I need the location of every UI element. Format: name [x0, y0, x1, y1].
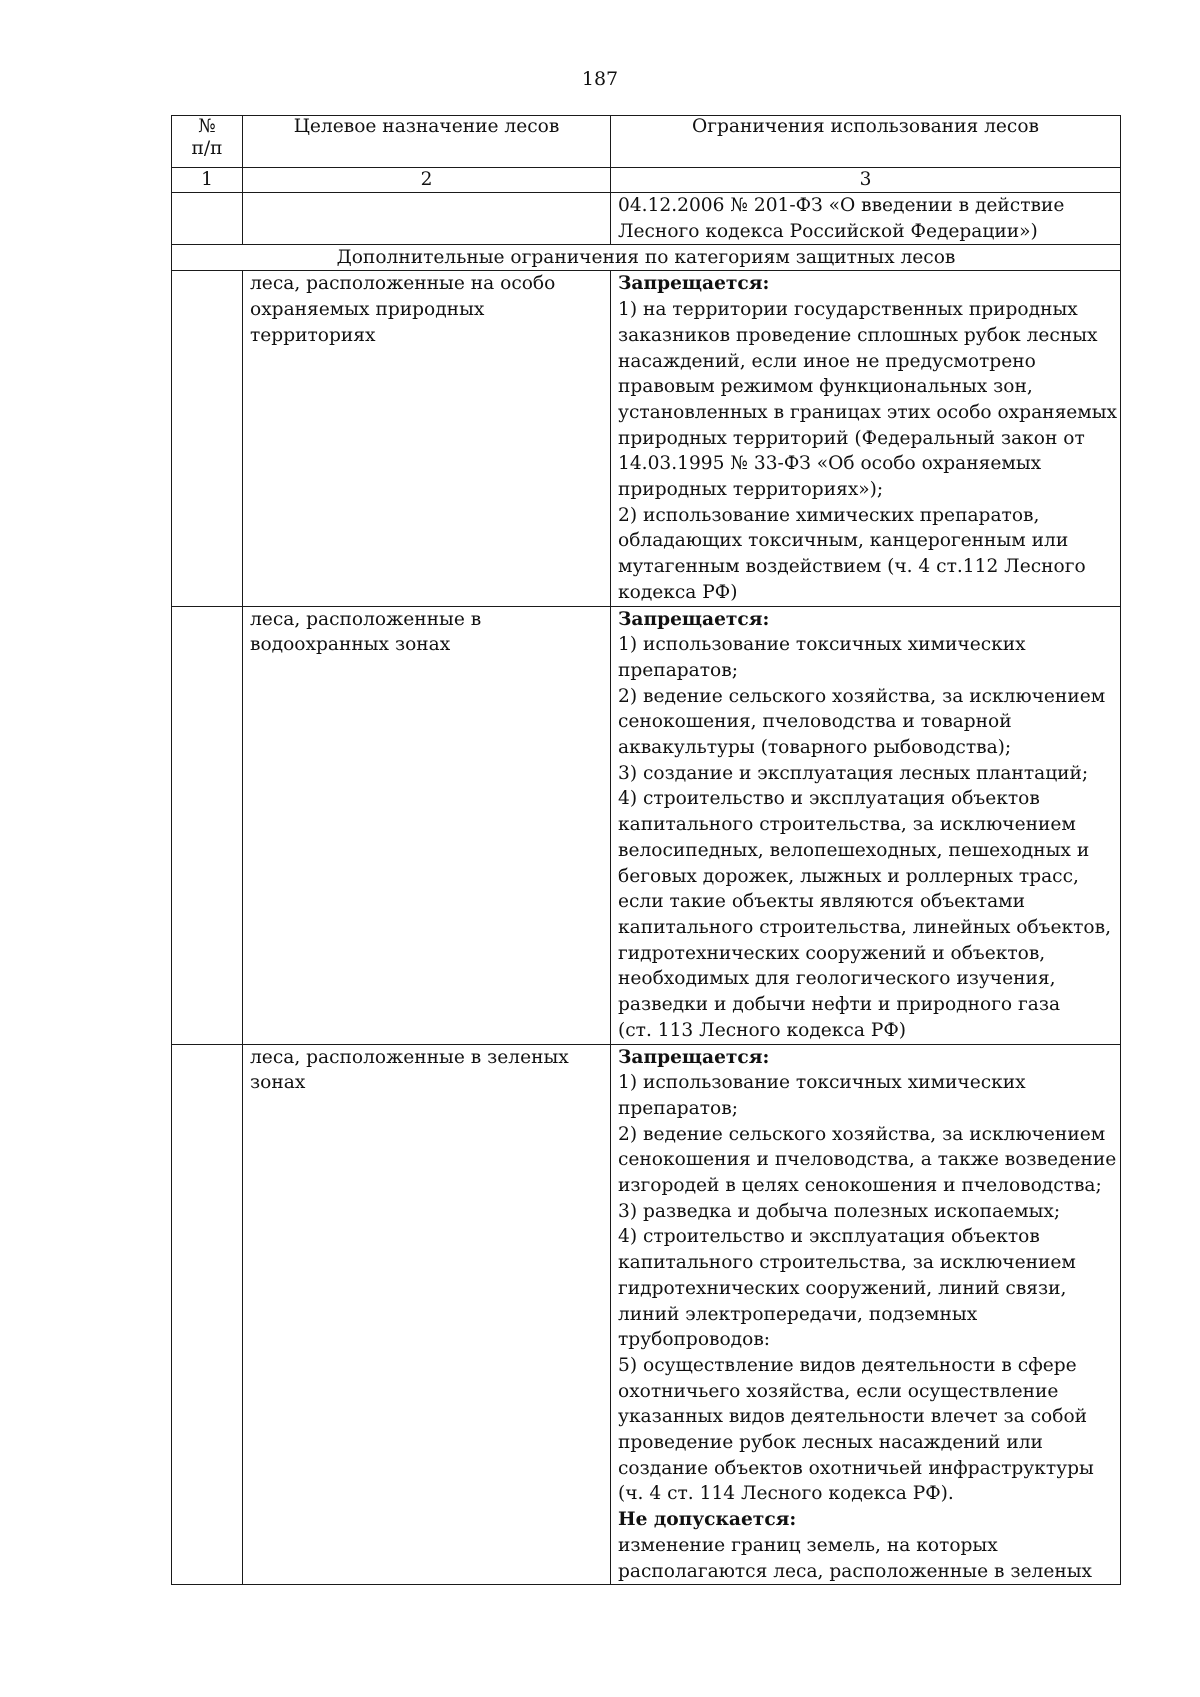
restriction-line: разведки и добычи нефти и природного газа	[618, 994, 1061, 1016]
restriction-line: 3) разведка и добыча полезных ископаемых;	[618, 1200, 1061, 1222]
purpose-line: леса, расположенные на особо	[250, 273, 556, 295]
restriction-line: препаратов;	[618, 1097, 738, 1119]
restriction-heading: Запрещается:	[618, 608, 770, 630]
restriction-line: природных территориях»);	[618, 479, 884, 501]
restriction-line: мутагенным воздействием (ч. 4 ст.112 Лесного	[618, 556, 1086, 578]
section-row	[172, 245, 1121, 271]
restriction-line: 1) использование токсичных химических	[618, 1072, 1026, 1094]
restriction-line: капитального строительства, за исключением	[618, 1252, 1076, 1274]
row-number-cell	[172, 1044, 243, 1585]
table-cell	[243, 193, 611, 245]
restriction-line: 1) на территории государственных природных	[618, 299, 1078, 321]
page-number: 187	[581, 68, 619, 90]
table-header-row	[172, 116, 1121, 168]
purpose-cell	[243, 271, 611, 606]
restriction-line: создание объектов охотничьей инфраструктуры	[618, 1457, 1094, 1479]
section-title: Дополнительные ограничения по категориям защитных лесов	[172, 245, 1121, 271]
restriction-line: указанных видов деятельности влечет за собой	[618, 1406, 1088, 1428]
restriction-line: правовым режимом функциональных зон,	[618, 376, 1033, 398]
purpose-cell	[243, 606, 611, 1044]
restriction-line: гидротехнических сооружений, линий связи,	[618, 1277, 1067, 1299]
restriction-line: сенокошения и пчеловодства, а также возведение	[618, 1149, 1117, 1171]
restriction-heading: Запрещается:	[618, 1046, 770, 1068]
purpose-line: охраняемых природных	[250, 299, 485, 321]
purpose-line: водоохранных зонах	[250, 634, 451, 656]
restriction-line: гидротехнических сооружений и объектов,	[618, 942, 1046, 964]
restriction-line: необходимых для геологического изучения,	[618, 968, 1056, 990]
restriction-line: охотничьего хозяйства, если осуществление	[618, 1380, 1059, 1402]
restriction-cell	[611, 271, 1121, 606]
restriction-line: 14.03.1995 № 33-ФЗ «Об особо охраняемых	[618, 453, 1042, 475]
restriction-line: препаратов;	[618, 659, 738, 681]
restriction-line: (ст. 113 Лесного кодекса РФ)	[618, 1019, 907, 1041]
restriction-line: установленных в границах этих особо охраняемых	[618, 401, 1118, 423]
header-number-abbrev: п/п	[191, 138, 223, 159]
restriction-heading: Не допускается:	[618, 1509, 797, 1531]
restriction-cell	[611, 1044, 1121, 1585]
continuation-cell	[611, 193, 1121, 245]
restriction-line: 1) использование токсичных химических	[618, 634, 1026, 656]
table-cell	[172, 193, 243, 245]
restriction-heading: Запрещается:	[618, 273, 770, 295]
restriction-line: 2) использование химических препаратов,	[618, 504, 1040, 526]
restriction-line: сенокошения, пчеловодства и товарной	[618, 711, 1012, 733]
restriction-cell	[611, 606, 1121, 1044]
header-restrictions: Ограничения использования лесов	[611, 116, 1121, 168]
continuation-row	[172, 193, 1121, 245]
restriction-line: 4) строительство и эксплуатация объектов	[618, 1226, 1040, 1248]
restriction-line: капитального строительства, линейных объектов,	[618, 916, 1112, 938]
header-number-sign: №	[198, 116, 216, 137]
restriction-line: если такие объекты являются объектами	[618, 891, 1026, 913]
table-row	[172, 1044, 1121, 1585]
restriction-line: линий электропередачи, подземных	[618, 1303, 978, 1325]
row-number-cell	[172, 606, 243, 1044]
restriction-line: заказников проведение сплошных рубок лесных	[618, 324, 1098, 346]
restriction-line: обладающих токсичным, канцерогенным или	[618, 530, 1069, 552]
column-number: 1	[172, 168, 243, 193]
restriction-line: 2) ведение сельского хозяйства, за исключением	[618, 685, 1106, 707]
restriction-line: трубопроводов:	[618, 1329, 771, 1351]
restriction-line: (ч. 4 ст. 114 Лесного кодекса РФ).	[618, 1483, 954, 1505]
restriction-line: изменение границ земель, на которых	[618, 1534, 998, 1556]
purpose-line: территориях	[250, 324, 376, 346]
restriction-line: 5) осуществление видов деятельности в сфере	[618, 1354, 1077, 1376]
restriction-line: насаждений, если иное не предусмотрено	[618, 350, 1036, 372]
text-line: Лесного кодекса Российской Федерации»)	[618, 220, 1038, 242]
restrictions-table	[171, 115, 1121, 1585]
column-numbers-row	[172, 168, 1121, 193]
restriction-line: проведение рубок лесных насаждений или	[618, 1432, 1043, 1454]
text-line: 04.12.2006 № 201-ФЗ «О введении в действие	[618, 195, 1065, 216]
purpose-line: зонах	[250, 1072, 306, 1094]
purpose-cell	[243, 1044, 611, 1585]
table-row	[172, 271, 1121, 606]
restriction-line: 2) ведение сельского хозяйства, за исключением	[618, 1123, 1106, 1145]
restriction-line: 4) строительство и эксплуатация объектов	[618, 788, 1040, 810]
header-number	[172, 116, 243, 168]
restriction-line: аквакультуры (товарного рыбоводства);	[618, 737, 1012, 759]
purpose-line: леса, расположенные в зеленых	[250, 1046, 569, 1068]
restriction-line: капитального строительства, за исключением	[618, 814, 1076, 836]
row-number-cell	[172, 271, 243, 606]
restriction-line: располагаются леса, расположенные в зеленых	[618, 1560, 1092, 1582]
column-number: 3	[611, 168, 1121, 193]
column-number: 2	[243, 168, 611, 193]
header-purpose: Целевое назначение лесов	[243, 116, 611, 168]
table-row	[172, 606, 1121, 1044]
restriction-line: кодекса РФ)	[618, 581, 738, 603]
restriction-line: беговых дорожек, лыжных и роллерных трасс,	[618, 865, 1079, 887]
restriction-line: природных территорий (Федеральный закон от	[618, 427, 1085, 449]
restriction-line: велосипедных, велопешеходных, пешеходных и	[618, 839, 1090, 861]
restriction-line: 3) создание и эксплуатация лесных плантаций;	[618, 762, 1089, 784]
restriction-line: изгородей в целях сенокошения и пчеловодства;	[618, 1175, 1102, 1197]
purpose-line: леса, расположенные в	[250, 608, 482, 630]
